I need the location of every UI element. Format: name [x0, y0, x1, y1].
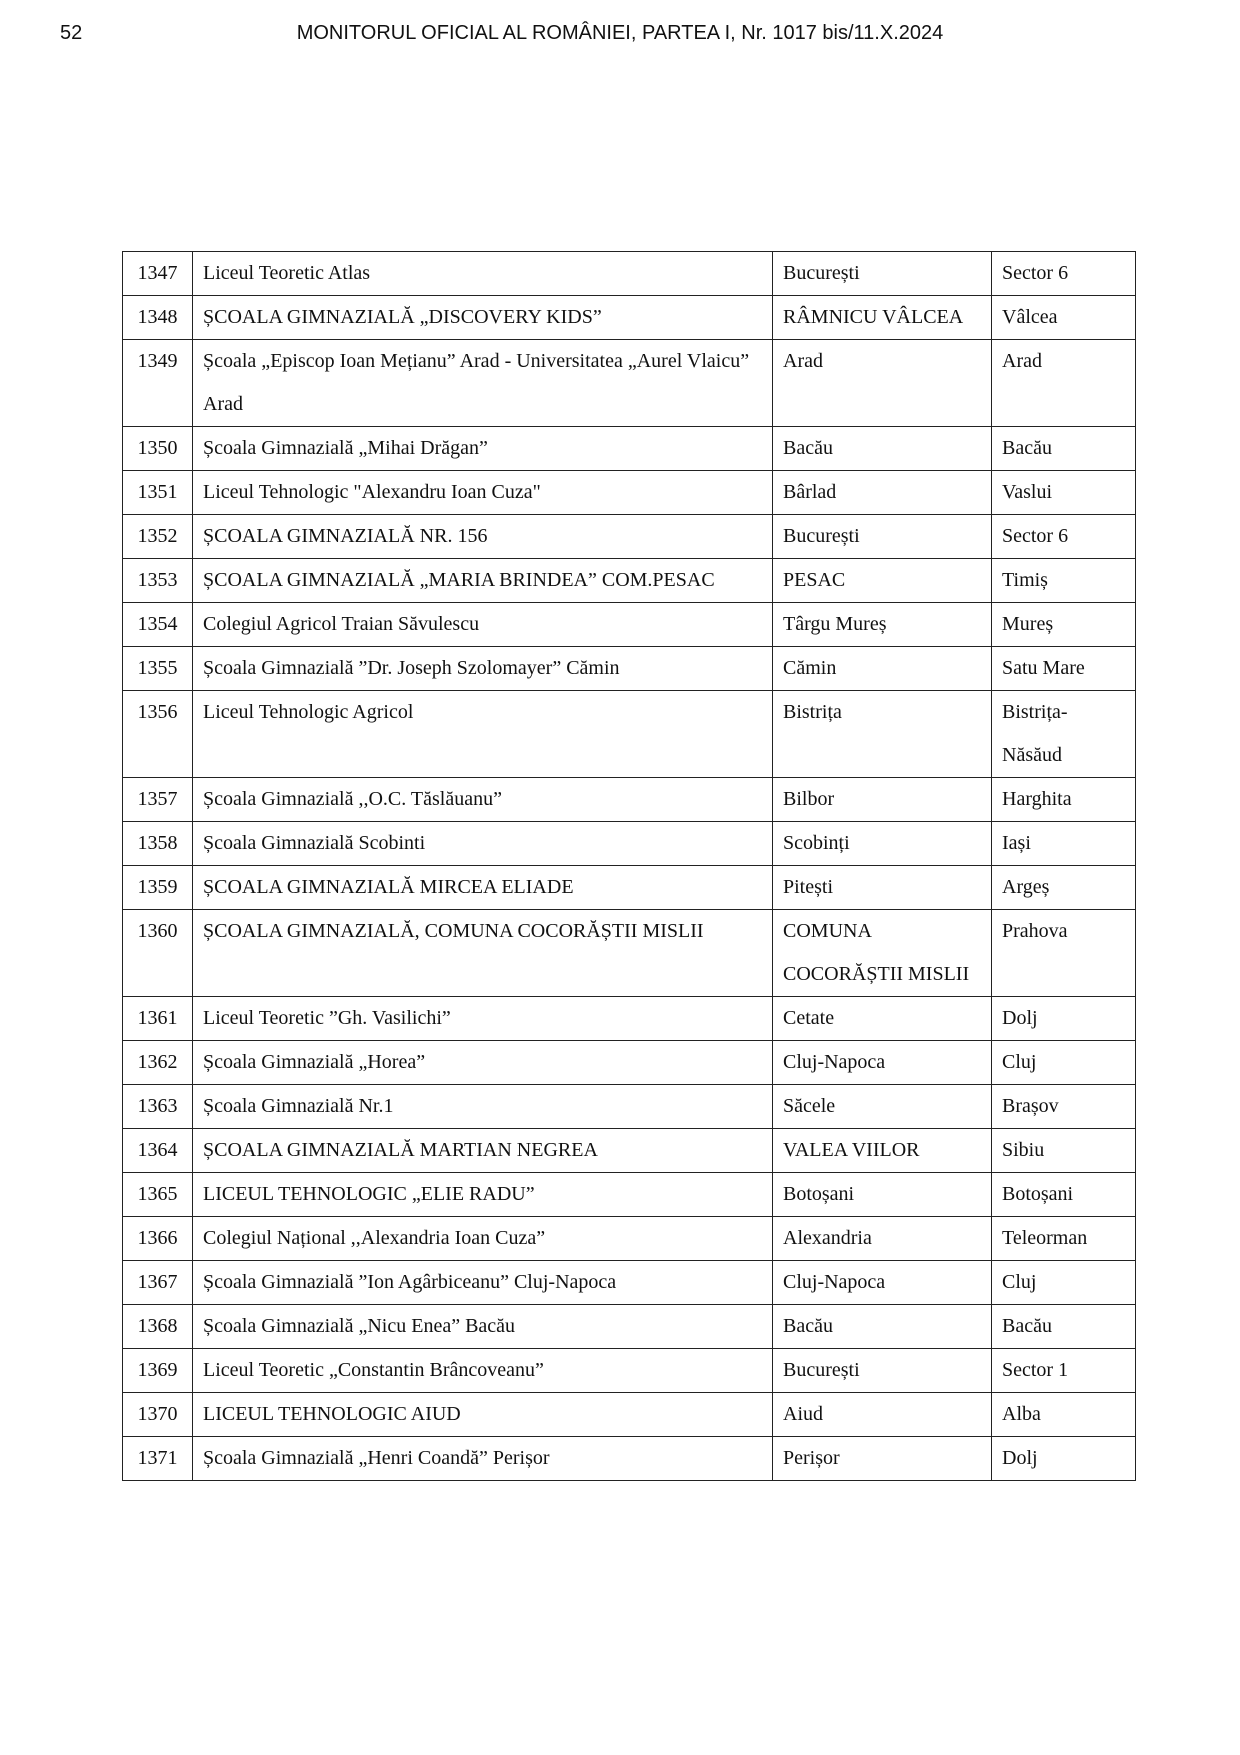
- locality-cell: București: [773, 1349, 992, 1393]
- school-name-cell: ȘCOALA GIMNAZIALĂ MARTIAN NEGREA: [193, 1129, 773, 1173]
- county-cell: Dolj: [992, 997, 1136, 1041]
- school-name-cell: Liceul Tehnologic Agricol: [193, 691, 773, 778]
- locality-cell: Cetate: [773, 997, 992, 1041]
- locality-cell: Săcele: [773, 1085, 992, 1129]
- row-number-cell: 1364: [123, 1129, 193, 1173]
- county-cell: Sector 6: [992, 515, 1136, 559]
- locality-cell: Bacău: [773, 1305, 992, 1349]
- locality-cell: Botoșani: [773, 1173, 992, 1217]
- row-number-cell: 1348: [123, 296, 193, 340]
- county-cell: Timiș: [992, 559, 1136, 603]
- table-row: [123, 252, 1136, 296]
- locality-cell: Aiud: [773, 1393, 992, 1437]
- school-name-cell: Liceul Teoretic ”Gh. Vasilichi”: [193, 997, 773, 1041]
- row-number-cell: 1349: [123, 340, 193, 427]
- school-name-cell: Colegiul Agricol Traian Săvulescu: [193, 603, 773, 647]
- county-cell: Bacău: [992, 427, 1136, 471]
- locality-cell: Scobinți: [773, 822, 992, 866]
- table-row: [123, 515, 1136, 559]
- row-number-cell: 1355: [123, 647, 193, 691]
- row-number-cell: 1354: [123, 603, 193, 647]
- table-row: [123, 997, 1136, 1041]
- table-row: [123, 1129, 1136, 1173]
- county-cell: Cluj: [992, 1261, 1136, 1305]
- county-cell: Vâlcea: [992, 296, 1136, 340]
- table-row: [123, 1085, 1136, 1129]
- locality-cell: București: [773, 515, 992, 559]
- table-row: [123, 296, 1136, 340]
- locality-cell: Arad: [773, 340, 992, 427]
- county-cell: Argeș: [992, 866, 1136, 910]
- row-number-cell: 1369: [123, 1349, 193, 1393]
- table-row: [123, 1305, 1136, 1349]
- row-number-cell: 1366: [123, 1217, 193, 1261]
- school-name-cell: Liceul Tehnologic "Alexandru Ioan Cuza": [193, 471, 773, 515]
- locality-cell: RÂMNICU VÂLCEA: [773, 296, 992, 340]
- school-name-cell: Școala Gimnazială „Henri Coandă” Perișor: [193, 1437, 773, 1481]
- locality-cell: Perișor: [773, 1437, 992, 1481]
- school-name-cell: ȘCOALA GIMNAZIALĂ „DISCOVERY KIDS”: [193, 296, 773, 340]
- schools-table-body: [123, 252, 1136, 1481]
- county-cell: Sector 6: [992, 252, 1136, 296]
- row-number-cell: 1368: [123, 1305, 193, 1349]
- county-cell: Iași: [992, 822, 1136, 866]
- locality-cell: Bistrița: [773, 691, 992, 778]
- table-row: [123, 822, 1136, 866]
- school-name-cell: ȘCOALA GIMNAZIALĂ „MARIA BRINDEA” COM.PESAC: [193, 559, 773, 603]
- row-number-cell: 1358: [123, 822, 193, 866]
- county-cell: Brașov: [992, 1085, 1136, 1129]
- row-number-cell: 1363: [123, 1085, 193, 1129]
- locality-cell: Cluj-Napoca: [773, 1261, 992, 1305]
- school-name-cell: Școala Gimnazială Nr.1: [193, 1085, 773, 1129]
- school-name-cell: Școala Gimnazială ”Ion Agârbiceanu” Cluj-Napoca: [193, 1261, 773, 1305]
- school-name-cell: Școala Gimnazială ,,O.C. Tăslăuanu”: [193, 778, 773, 822]
- school-name-cell: Liceul Teoretic „Constantin Brâncoveanu”: [193, 1349, 773, 1393]
- school-name-cell: ȘCOALA GIMNAZIALĂ MIRCEA ELIADE: [193, 866, 773, 910]
- row-number-cell: 1365: [123, 1173, 193, 1217]
- row-number-cell: 1347: [123, 252, 193, 296]
- schools-table: [122, 251, 1136, 1481]
- table-row: [123, 910, 1136, 997]
- locality-cell: Cluj-Napoca: [773, 1041, 992, 1085]
- page-title: MONITORUL OFICIAL AL ROMÂNIEI, PARTEA I, Nr. 1017 bis/11.X.2024: [296, 22, 944, 44]
- school-name-cell: ȘCOALA GIMNAZIALĂ NR. 156: [193, 515, 773, 559]
- table-row: [123, 866, 1136, 910]
- table-row: [123, 471, 1136, 515]
- school-name-cell: Școala Gimnazială „Horea”: [193, 1041, 773, 1085]
- county-cell: Mureș: [992, 603, 1136, 647]
- row-number-cell: 1353: [123, 559, 193, 603]
- school-name-cell: Colegiul Național ,,Alexandria Ioan Cuza”: [193, 1217, 773, 1261]
- row-number-cell: 1359: [123, 866, 193, 910]
- school-name-cell: Școala Gimnazială Scobinti: [193, 822, 773, 866]
- county-cell: Bistrița-Năsăud: [992, 691, 1136, 778]
- locality-cell: PESAC: [773, 559, 992, 603]
- county-cell: Satu Mare: [992, 647, 1136, 691]
- school-name-cell: Școala Gimnazială „Mihai Drăgan”: [193, 427, 773, 471]
- table-row: [123, 427, 1136, 471]
- locality-cell: București: [773, 252, 992, 296]
- row-number-cell: 1367: [123, 1261, 193, 1305]
- row-number-cell: 1370: [123, 1393, 193, 1437]
- table-row: [123, 1217, 1136, 1261]
- table-row: [123, 691, 1136, 778]
- locality-cell: Bârlad: [773, 471, 992, 515]
- row-number-cell: 1361: [123, 997, 193, 1041]
- row-number-cell: 1356: [123, 691, 193, 778]
- table-row: [123, 1393, 1136, 1437]
- county-cell: Dolj: [992, 1437, 1136, 1481]
- page-number: 52: [60, 22, 83, 44]
- locality-cell: COMUNA COCORĂȘTII MISLII: [773, 910, 992, 997]
- table-row: [123, 1173, 1136, 1217]
- table-row: [123, 603, 1136, 647]
- school-name-cell: ȘCOALA GIMNAZIALĂ, COMUNA COCORĂȘTII MISLII: [193, 910, 773, 997]
- row-number-cell: 1352: [123, 515, 193, 559]
- school-name-cell: Școala Gimnazială ”Dr. Joseph Szolomayer” Cămin: [193, 647, 773, 691]
- county-cell: Bacău: [992, 1305, 1136, 1349]
- county-cell: Vaslui: [992, 471, 1136, 515]
- county-cell: Prahova: [992, 910, 1136, 997]
- county-cell: Arad: [992, 340, 1136, 427]
- school-name-cell: LICEUL TEHNOLOGIC AIUD: [193, 1393, 773, 1437]
- school-name-cell: Școala Gimnazială „Nicu Enea” Bacău: [193, 1305, 773, 1349]
- row-number-cell: 1351: [123, 471, 193, 515]
- county-cell: Cluj: [992, 1041, 1136, 1085]
- county-cell: Alba: [992, 1393, 1136, 1437]
- table-row: [123, 1437, 1136, 1481]
- county-cell: Harghita: [992, 778, 1136, 822]
- county-cell: Sector 1: [992, 1349, 1136, 1393]
- table-row: [123, 1041, 1136, 1085]
- page-header: [0, 22, 1240, 52]
- locality-cell: Alexandria: [773, 1217, 992, 1261]
- table-row: [123, 1349, 1136, 1393]
- county-cell: Sibiu: [992, 1129, 1136, 1173]
- table-row: [123, 340, 1136, 427]
- table-row: [123, 559, 1136, 603]
- row-number-cell: 1350: [123, 427, 193, 471]
- locality-cell: Cămin: [773, 647, 992, 691]
- county-cell: Teleorman: [992, 1217, 1136, 1261]
- locality-cell: Pitești: [773, 866, 992, 910]
- school-name-cell: LICEUL TEHNOLOGIC „ELIE RADU”: [193, 1173, 773, 1217]
- county-cell: Botoșani: [992, 1173, 1136, 1217]
- school-name-cell: Școala „Episcop Ioan Mețianu” Arad - Universitatea „Aurel Vlaicu” Arad: [193, 340, 773, 427]
- table-row: [123, 778, 1136, 822]
- row-number-cell: 1371: [123, 1437, 193, 1481]
- table-row: [123, 1261, 1136, 1305]
- locality-cell: Bilbor: [773, 778, 992, 822]
- locality-cell: VALEA VIILOR: [773, 1129, 992, 1173]
- row-number-cell: 1362: [123, 1041, 193, 1085]
- row-number-cell: 1360: [123, 910, 193, 997]
- row-number-cell: 1357: [123, 778, 193, 822]
- locality-cell: Târgu Mureș: [773, 603, 992, 647]
- school-name-cell: Liceul Teoretic Atlas: [193, 252, 773, 296]
- locality-cell: Bacău: [773, 427, 992, 471]
- table-row: [123, 647, 1136, 691]
